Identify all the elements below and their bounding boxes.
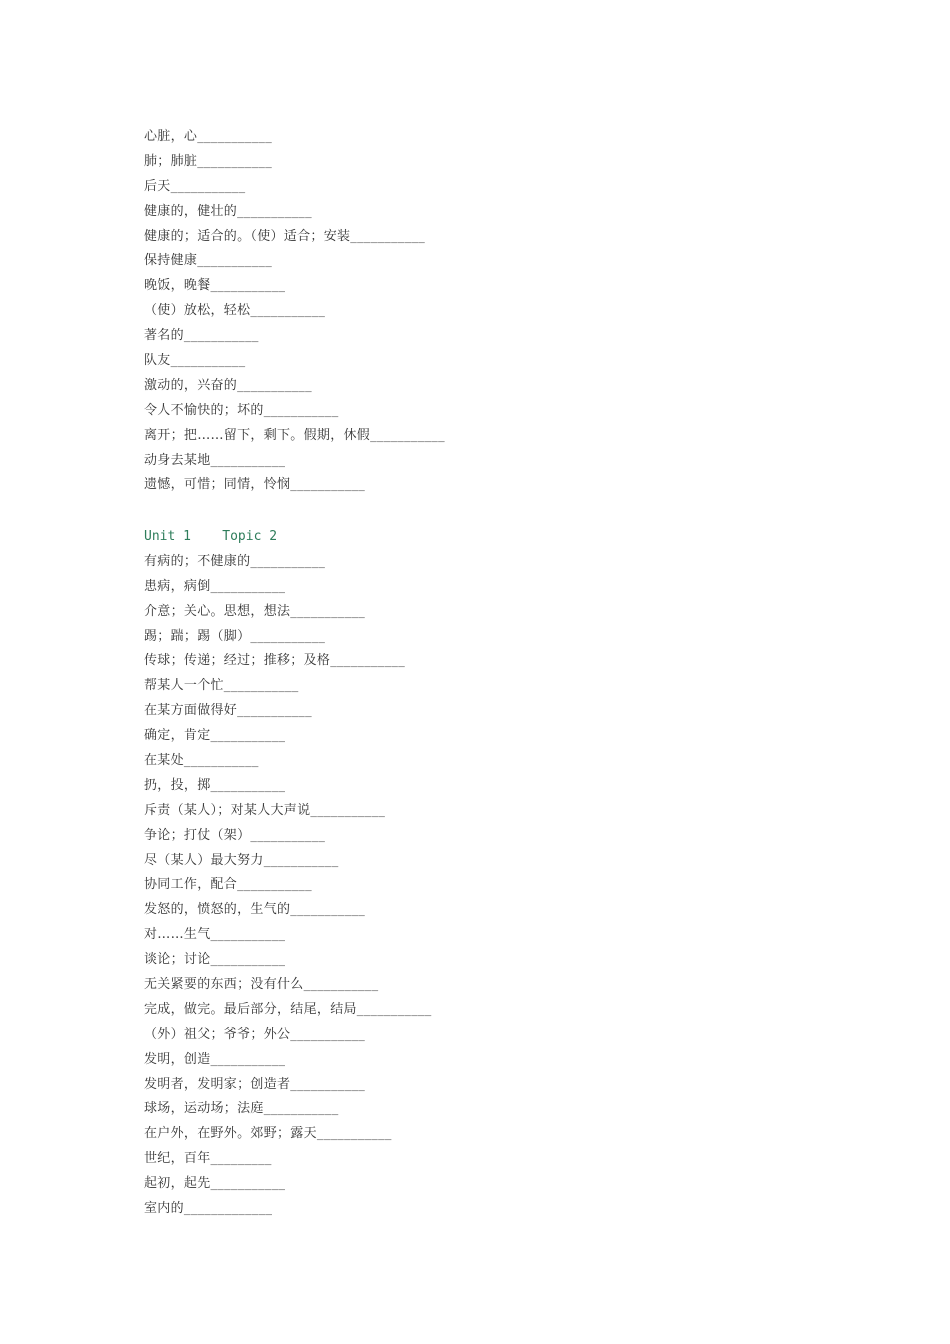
list-item: 谈论；讨论___________ xyxy=(144,952,286,968)
list-item: 介意；关心。思想，想法___________ xyxy=(144,603,366,619)
list-item: 遗憾，可惜；同情，怜悯___________ xyxy=(144,477,366,493)
list-item: 患病，病倒___________ xyxy=(144,578,286,594)
list-item: 保持健康___________ xyxy=(144,253,272,269)
list-item: 队友___________ xyxy=(144,353,246,369)
list-item: 激动的，兴奋的___________ xyxy=(144,377,312,393)
list-item: 在某处___________ xyxy=(144,753,259,769)
list-item: 斥责（某人）；对某人大声说___________ xyxy=(144,802,386,818)
list-item: 球场，运动场；法庭___________ xyxy=(144,1101,339,1117)
list-item: 尽（某人）最大努力___________ xyxy=(144,852,339,868)
section-heading: Unit 1 Topic 2 xyxy=(144,529,278,544)
list-item: 著名的___________ xyxy=(144,328,259,344)
list-item: 无关紧要的东西；没有什么___________ xyxy=(144,977,379,993)
list-item: 帮某人一个忙___________ xyxy=(144,678,299,694)
list-item: 完成，做完。最后部分，结尾，结局___________ xyxy=(144,1001,432,1017)
list-item: 起初，起先___________ xyxy=(144,1176,286,1192)
list-item: （外）祖父；爷爷；外公___________ xyxy=(144,1026,366,1042)
list-item: 晚饭，晚餐___________ xyxy=(144,278,286,294)
list-item: 传球；传递；经过；推移；及格___________ xyxy=(144,653,405,669)
list-item: 令人不愉快的；坏的___________ xyxy=(144,402,339,418)
topic2-vocabulary-list xyxy=(144,525,844,1222)
list-item: 在某方面做得好___________ xyxy=(144,703,312,719)
list-item: 发明，创造___________ xyxy=(144,1051,286,1067)
list-item: 世纪，百年_________ xyxy=(144,1151,272,1167)
list-item: 发怒的，愤怒的，生气的___________ xyxy=(144,902,366,918)
list-item: 健康的；适合的。（使）适合；安装___________ xyxy=(144,228,426,244)
list-item: 动身去某地___________ xyxy=(144,452,286,468)
list-item: 发明者，发明家；创造者___________ xyxy=(144,1076,366,1092)
list-item: 有病的；不健康的___________ xyxy=(144,553,326,569)
list-item: 争论；打仗（架）___________ xyxy=(144,827,326,843)
list-item: 确定，肯定___________ xyxy=(144,728,286,744)
list-item: 对……生气___________ xyxy=(144,927,286,943)
list-item: （使）放松，轻松___________ xyxy=(144,303,326,319)
list-item: 离开；把……留下，剩下。假期，休假___________ xyxy=(144,427,445,443)
list-item: 在户外，在野外。郊野；露天___________ xyxy=(144,1126,392,1142)
list-item: 室内的_____________ xyxy=(144,1201,273,1217)
list-item: 扔，投，掷___________ xyxy=(144,777,286,793)
topic1-vocabulary-list xyxy=(144,125,844,498)
list-item: 协同工作，配合___________ xyxy=(144,877,312,893)
list-item: 后天___________ xyxy=(144,178,246,194)
list-item: 健康的，健壮的___________ xyxy=(144,203,312,219)
list-item: 心脏，心___________ xyxy=(144,129,272,144)
list-item: 肺；肺脏___________ xyxy=(144,153,272,169)
list-item: 踢；踹；踢（脚）___________ xyxy=(144,628,326,644)
